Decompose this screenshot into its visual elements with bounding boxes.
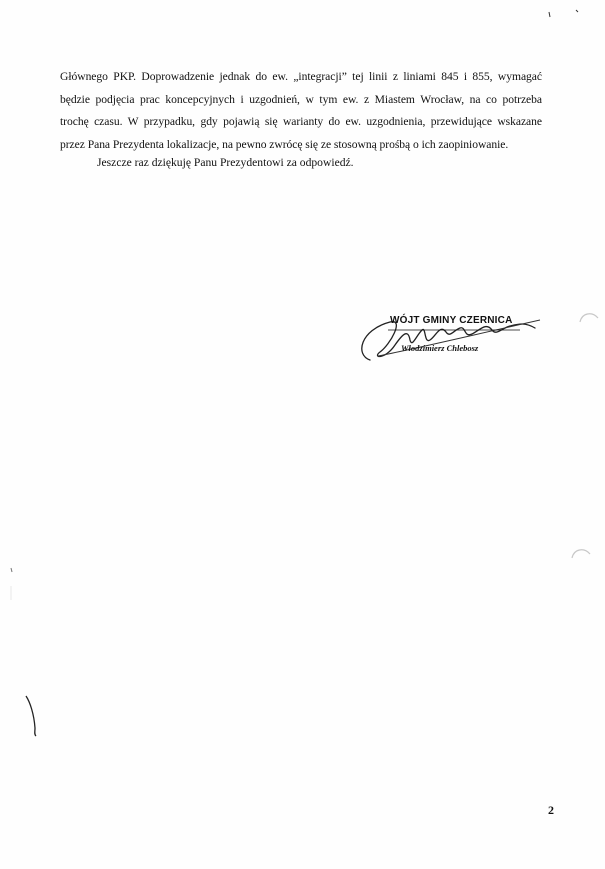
closing-sentence: Jeszcze raz dziękuję Panu Prezydentowi za odpowiedź. xyxy=(97,156,354,169)
page-number: 2 xyxy=(548,803,554,817)
scan-artifact xyxy=(22,692,44,742)
scan-artifact xyxy=(546,6,586,20)
punch-hole-mark xyxy=(578,310,600,324)
scan-artifact xyxy=(4,560,18,630)
stamp-title: WÓJT GMINY CZERNICA xyxy=(390,315,513,326)
letter-paragraph xyxy=(60,66,542,156)
paragraph-line: Głównego PKP. Doprowadzenie jednak do ew. „integracji” tej linii z liniami 845 i 855, wymagać xyxy=(60,70,542,83)
paragraph-line: trochę czasu. W przypadku, gdy pojawią się warianty do ew. uzgodnienia, przewidujące wskazane xyxy=(60,115,542,128)
official-stamp xyxy=(350,300,550,380)
handwritten-signature xyxy=(350,300,550,380)
stamp-name: Włodzimierz Chlebosz xyxy=(401,343,479,353)
paragraph-line: przez Pana Prezydenta lokalizacje, na pewno zwrócę się ze stosowną prośbą o ich zaopiniowanie. xyxy=(60,137,509,151)
punch-hole-mark xyxy=(570,546,592,560)
paragraph-line: będzie podjęcia prac koncepcyjnych i uzgodnień, w tym ew. z Miastem Wrocław, na co potrzeba xyxy=(60,92,542,106)
